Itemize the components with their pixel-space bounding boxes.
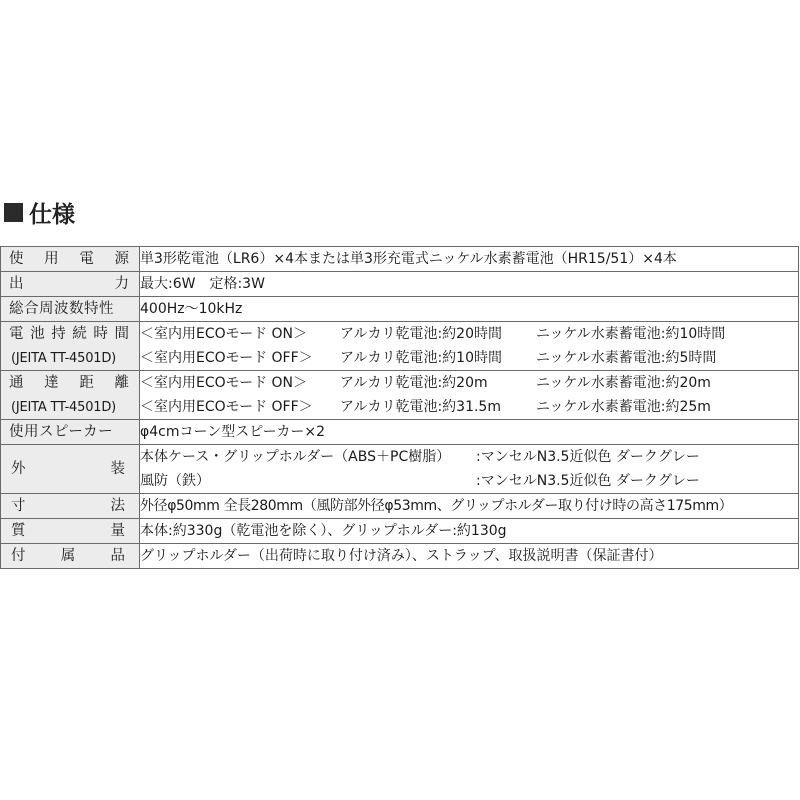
spec-row-dimensions <box>1 494 799 519</box>
value-range <box>140 371 799 420</box>
value-weight: 本体:約330g（乾電池を除く）、グリップホルダー:約130g <box>140 519 799 544</box>
label-weight: 質 量 <box>1 519 140 544</box>
label-power: 使 用 電 源 <box>1 247 140 272</box>
label-speaker: 使用スピーカー <box>1 420 140 445</box>
spec-row-output <box>1 272 799 297</box>
spec-row-exterior <box>1 445 799 494</box>
exterior-row: 風防（鉄） :マンセルN3.5近似色 ダークグレー <box>140 473 700 489</box>
jeita-standard: (JEITA TT-4501D) <box>11 399 117 415</box>
section-heading <box>4 196 75 228</box>
label-dimensions: 寸 法 <box>1 494 140 519</box>
value-battery-life <box>140 322 799 371</box>
jeita-standard: (JEITA TT-4501D) <box>11 350 117 366</box>
label-accessories: 付 属 品 <box>1 544 140 569</box>
section-title: 仕様 <box>29 201 75 228</box>
range-row: ＜室内用ECOモード ON＞ アルカリ乾電池:約20m ニッケル水素蓄電池:約20m <box>140 375 711 391</box>
exterior-row: 本体ケース・グリップホルダー（ABS＋PC樹脂） :マンセルN3.5近似色 ダークグレー <box>140 449 700 465</box>
spec-row-speaker <box>1 420 799 445</box>
label-range: 通 達 距 離 (JEITA TT-4501D) <box>1 371 140 420</box>
label-exterior: 外 装 <box>1 445 140 494</box>
spec-row-power <box>1 247 799 272</box>
spec-row-battery-life <box>1 322 799 371</box>
spec-table <box>0 246 799 569</box>
label-frequency: 総合周波数特性 <box>1 297 140 322</box>
value-exterior <box>140 445 799 494</box>
value-frequency: 400Hz〜10kHz <box>140 297 799 322</box>
value-accessories: グリップホルダー（出荷時に取り付け済み）、ストラップ、取扱説明書（保証書付） <box>140 544 799 569</box>
value-speaker: φ4cmコーン型スピーカー×2 <box>140 420 799 445</box>
label-output: 出 力 <box>1 272 140 297</box>
spec-row-accessories <box>1 544 799 569</box>
spec-row-frequency <box>1 297 799 322</box>
value-dimensions: 外径φ50mm 全長280mm（風防部外径φ53mm、グリップホルダー取り付け時の高さ175mm） <box>140 494 799 519</box>
spec-row-weight <box>1 519 799 544</box>
spec-row-range <box>1 371 799 420</box>
label-battery-life: 電 池 持 続 時 間 (JEITA TT-4501D) <box>1 322 140 371</box>
value-power: 単3形乾電池（LR6）×4本または単3形充電式ニッケル水素蓄電池（HR15/51）×4本 <box>140 247 799 272</box>
value-output: 最大:6W 定格:3W <box>140 272 799 297</box>
square-bullet-icon <box>4 203 23 222</box>
battery-life-row: ＜室内用ECOモード ON＞ アルカリ乾電池:約20時間 ニッケル水素蓄電池:約10時間 <box>140 326 726 342</box>
battery-life-row: ＜室内用ECOモード OFF＞ アルカリ乾電池:約10時間 ニッケル水素蓄電池:約5時間 <box>140 350 717 366</box>
range-row: ＜室内用ECOモード OFF＞ アルカリ乾電池:約31.5m ニッケル水素蓄電池:約25m <box>140 399 711 415</box>
